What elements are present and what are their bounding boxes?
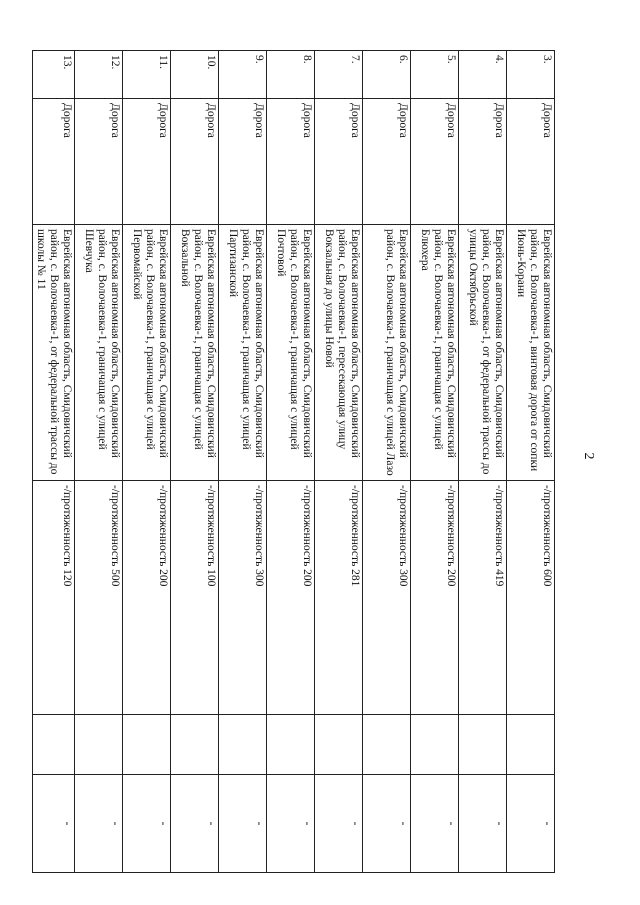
- object-type: Дорога: [123, 99, 171, 225]
- table-row: [171, 51, 219, 873]
- object-type: Дорога: [363, 99, 411, 225]
- object-length: -/протяженность 419: [459, 481, 507, 715]
- roads-table-wrapper: [35, 50, 555, 872]
- object-address: Еврейская автономная область, Смидовичский район, с. Волочаевка-1, граничащая с улицей Блюхера: [411, 225, 459, 481]
- object-address: Еврейская автономная область, Смидовичский район, с. Волочаевка-1, граничащая с улицей Партизанской: [219, 225, 267, 481]
- object-address: Еврейская автономная область, Смидовичский район, с. Волочаевка-1, граничащая с улицей Шевчука: [75, 225, 123, 481]
- row-number: 3.: [507, 51, 555, 99]
- object-address: Еврейская автономная область, Смидовичский район, с. Волочаевка-1, граничащая с улицей Почтовой: [267, 225, 315, 481]
- table-row: [411, 51, 459, 873]
- mark-cell: -: [411, 775, 459, 873]
- object-address: Еврейская автономная область, Смидовичский район, с. Волочаевка-1, винтовая дорога от сопки Июнь-Корани: [507, 225, 555, 481]
- mark-cell: -: [123, 775, 171, 873]
- table-row: [75, 51, 123, 873]
- rotated-table-area: [35, 50, 555, 872]
- table-row: [315, 51, 363, 873]
- extra-cell: [315, 715, 363, 775]
- extra-cell: [411, 715, 459, 775]
- object-length: -/протяженность 200: [123, 481, 171, 715]
- object-address: Еврейская автономная область, Смидовичский район, с. Волочаевка-1, граничащая с улицей Вокзальной: [171, 225, 219, 481]
- extra-cell: [171, 715, 219, 775]
- extra-cell: [507, 715, 555, 775]
- object-length: -/протяженность 120: [33, 481, 75, 715]
- object-type: Дорога: [315, 99, 363, 225]
- object-length: -/протяженность 300: [219, 481, 267, 715]
- row-number: 10.: [171, 51, 219, 99]
- object-length: -/протяженность 200: [411, 481, 459, 715]
- table-row: [219, 51, 267, 873]
- extra-cell: [123, 715, 171, 775]
- table-row: [267, 51, 315, 873]
- object-length: -/протяженность 500: [75, 481, 123, 715]
- object-address: Еврейская автономная область, Смидовичский район, с. Волочаевка-1, пересекающая улицу Вокзальная до улицы Новой: [315, 225, 363, 481]
- extra-cell: [219, 715, 267, 775]
- extra-cell: [267, 715, 315, 775]
- table-row: [363, 51, 411, 873]
- mark-cell: -: [75, 775, 123, 873]
- object-type: Дорога: [507, 99, 555, 225]
- object-type: Дорога: [267, 99, 315, 225]
- object-type: Дорога: [459, 99, 507, 225]
- table-row: [123, 51, 171, 873]
- table-row: [459, 51, 507, 873]
- row-number: 13.: [33, 51, 75, 99]
- object-type: Дорога: [75, 99, 123, 225]
- mark-cell: -: [315, 775, 363, 873]
- object-address: Еврейская автономная область, Смидовичский район, с. Волочаевка-1, от федеральной трассы до улицы Октябрьской: [459, 225, 507, 481]
- mark-cell: -: [363, 775, 411, 873]
- object-type: Дорога: [411, 99, 459, 225]
- mark-cell: -: [507, 775, 555, 873]
- mark-cell: -: [33, 775, 75, 873]
- object-address: Еврейская автономная область, Смидовичский район, с. Волочаевка-1, граничащая с улицей Первомайской: [123, 225, 171, 481]
- extra-cell: [363, 715, 411, 775]
- mark-cell: -: [171, 775, 219, 873]
- object-address: Еврейская автономная область, Смидовичский район, с. Волочаевка-1, граничащая с улицей Лазо: [363, 225, 411, 481]
- object-length: -/протяженность 200: [267, 481, 315, 715]
- extra-cell: [75, 715, 123, 775]
- row-number: 4.: [459, 51, 507, 99]
- object-length: -/протяженность 281: [315, 481, 363, 715]
- row-number: 11.: [123, 51, 171, 99]
- object-length: -/протяженность 300: [363, 481, 411, 715]
- extra-cell: [459, 715, 507, 775]
- object-length: -/протяженность 600: [507, 481, 555, 715]
- roads-table-body: [33, 51, 555, 873]
- extra-cell: [33, 715, 75, 775]
- object-type: Дорога: [219, 99, 267, 225]
- table-row: [507, 51, 555, 873]
- row-number: 7.: [315, 51, 363, 99]
- mark-cell: -: [459, 775, 507, 873]
- page-number: 2: [581, 452, 596, 460]
- roads-table: [32, 50, 555, 873]
- row-number: 12.: [75, 51, 123, 99]
- object-address: Еврейская автономная область, Смидовичский район, с. Волочаевка-1, от федеральной трассы до школы № 11: [33, 225, 75, 481]
- object-length: -/протяженность 100: [171, 481, 219, 715]
- row-number: 6.: [363, 51, 411, 99]
- mark-cell: -: [219, 775, 267, 873]
- row-number: 8.: [267, 51, 315, 99]
- row-number: 5.: [411, 51, 459, 99]
- object-type: Дорога: [33, 99, 75, 225]
- table-row: [33, 51, 75, 873]
- row-number: 9.: [219, 51, 267, 99]
- object-type: Дорога: [171, 99, 219, 225]
- mark-cell: -: [267, 775, 315, 873]
